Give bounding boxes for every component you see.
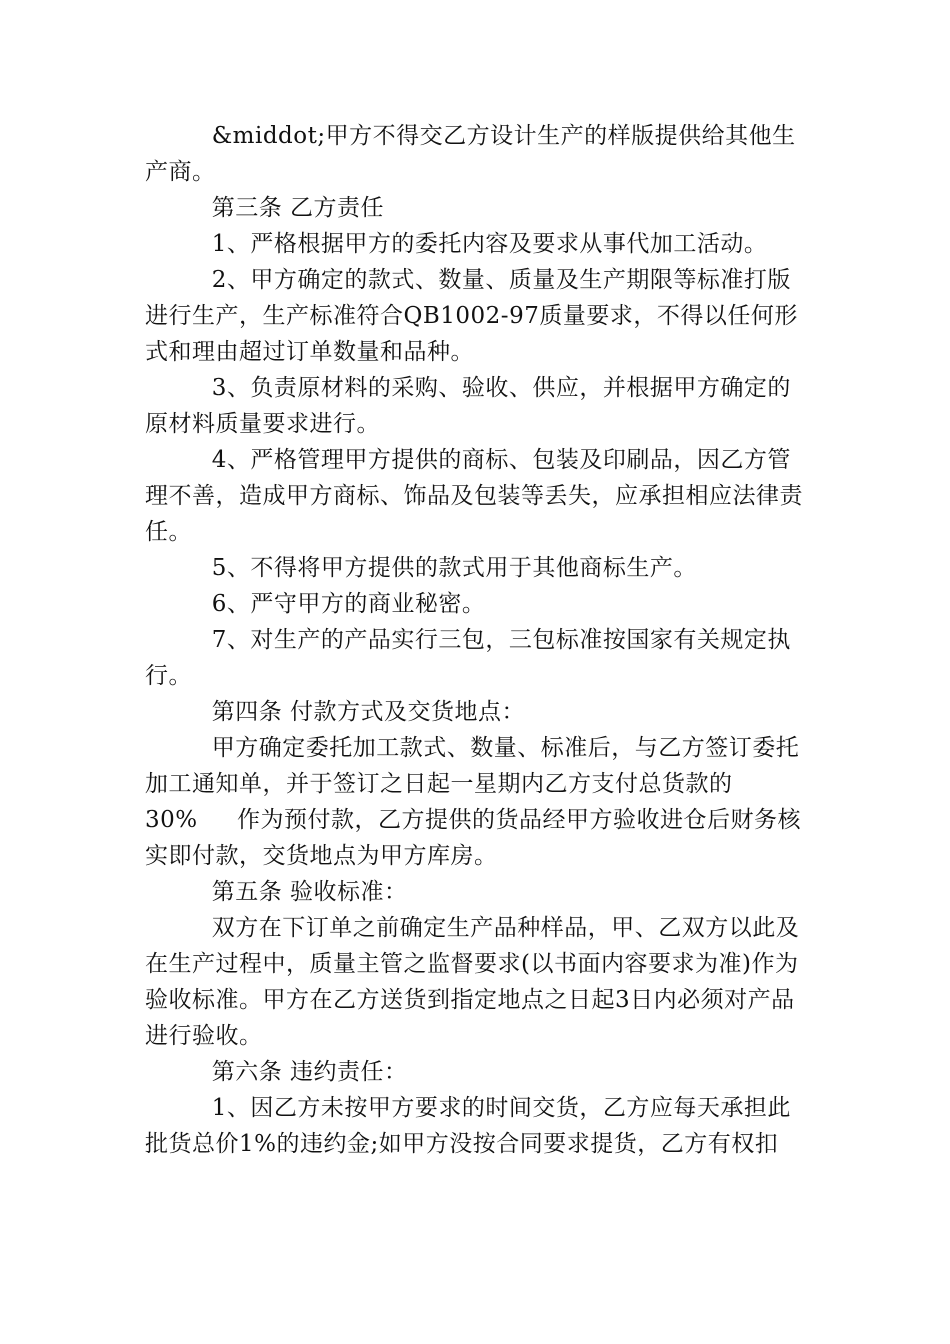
- paragraph-sample-clause: &middot;甲方不得交乙方设计生产的样版提供给其他生产商。: [145, 123, 796, 185]
- article-5-item-1: 双方在下订单之前确定生产品种样品，甲、乙双方以此及在生产过程中，质量主管之监督要求(以书面内容要求为准)作为验收标准。甲方在乙方送货到指定地点之日起3日内必须对产品进行验收。: [145, 915, 800, 1049]
- article-5-heading: 第五条 验收标准：: [211, 879, 408, 905]
- article-4-payment-paragraph: [145, 730, 805, 874]
- article-4-payment-text-b: 作为预付款，乙方提供的货品经甲方验收进仓后财务核实即付款，交货地点为甲方库房。: [145, 807, 801, 869]
- article-6-heading: 第六条 违约责任：: [211, 1059, 408, 1085]
- article-3-item-5: 5、不得将甲方提供的款式用于其他商标生产。: [211, 555, 697, 581]
- article-4-payment-text-a: 甲方确定委托加工款式、数量、标准后，与乙方签订委托加工通知单，并于签订之日起一星期内乙方支付总货款的: [145, 735, 800, 797]
- article-3-item-2: 2、甲方确定的款式、数量、质量及生产期限等标准打版进行生产，生产标准符合QB1002-97质量要求，不得以任何形式和理由超过订单数量和品种。: [145, 267, 798, 365]
- article-6-item-1: 1、因乙方未按甲方要求的时间交货，乙方应每天承担此批货总价1%的违约金;如甲方没按合同要求提货，乙方有权扣: [145, 1095, 791, 1157]
- article-3-item-6: 6、严守甲方的商业秘密。: [211, 591, 486, 617]
- article-3-item-4: 4、严格管理甲方提供的商标、包装及印刷品，因乙方管理不善，造成甲方商标、饰品及包装等丢失，应承担相应法律责任。: [145, 447, 803, 545]
- article-3-item-3: 3、负责原材料的采购、验收、供应，并根据甲方确定的原材料质量要求进行。: [145, 375, 791, 437]
- article-4-heading: 第四条 付款方式及交货地点：: [211, 699, 525, 725]
- article-3-item-7: 7、对生产的产品实行三包，三包标准按国家有关规定执行。: [145, 627, 791, 689]
- article-3-heading: 第三条 乙方责任: [211, 195, 384, 221]
- article-4-prepayment-percent: 30%: [145, 807, 198, 833]
- article-3-item-1: 1、严格根据甲方的委托内容及要求从事代加工活动。: [211, 231, 768, 257]
